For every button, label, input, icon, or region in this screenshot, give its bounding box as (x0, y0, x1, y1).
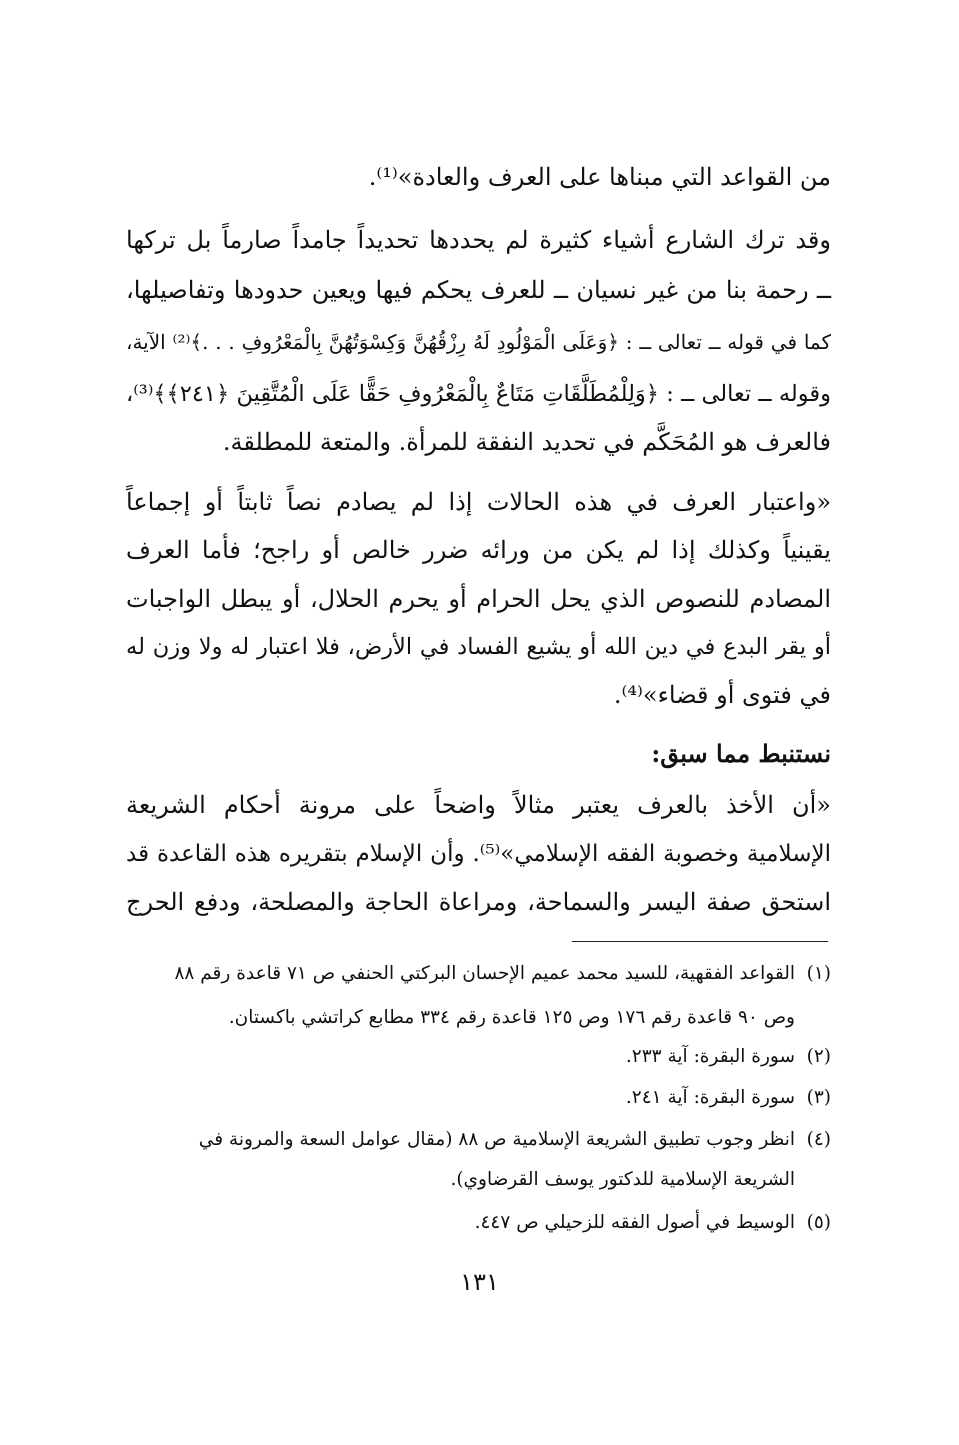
footnote-separator (572, 941, 828, 942)
body-line: الإسلامية وخصوبة الفقه الإسلامي»⁽⁵⁾. وأن الإسلام بتقريره هذه القاعدة قد (126, 841, 831, 867)
footnote-text: سورة البقرة: آية ٢٣٣. (625, 1046, 795, 1067)
footnote-number: (٥) (806, 1212, 831, 1233)
footnote-text: القواعد الفقهية، للسيد محمد عميم الإحسان البركتي الحنفي ص ٧١ قاعدة رقم ٨٨ (174, 963, 795, 984)
footnote-text: انظر وجوب تطبيق الشريعة الإسلامية ص ٨٨ (مقال عوامل السعة والمرونة في (198, 1129, 795, 1150)
quote-line: في فتوى أو قضاء»⁽⁴⁾. (613, 681, 831, 709)
footnote-number: (٢) (806, 1046, 831, 1067)
quote-line: أو يقر البدع في دين الله أو يشيع الفساد في الأرض، فلا اعتبار له ولا وزن له (126, 634, 831, 660)
footnote-text: الوسيط في أصول الفقه للزحيلي ص ٤٤٧. (474, 1212, 795, 1233)
body-line: وقد ترك الشارع أشياء كثيرة لم يحددها تحديداً جامداً صارماً بل تركها (126, 226, 831, 254)
footnote-3 (126, 1084, 831, 1112)
quran-verse-line: كما في قوله ــ تعالى ــ : ﴿وَعَلَى الْمَوْلُودِ لَهُ رِزْقُهُنَّ وَكِسْوَتُهُنَّ بِالْمَعْرُوفِ . . .﴾⁽²⁾ الآية، (126, 330, 831, 354)
footnote-4-continuation: الشريعة الإسلامية للدكتور يوسف القرضاوي). (450, 1169, 795, 1190)
footnote-2 (126, 1043, 831, 1071)
body-line: ــ رحمة بنا من غير نسيان ــ للعرف يحكم فيها ويعين حدودها وتفاصيلها، (126, 276, 831, 304)
footnote-1 (126, 960, 831, 988)
section-heading: نستنبط مما سبق: (651, 739, 831, 768)
footnote-number: (١) (806, 963, 831, 984)
page-number: ١٣١ (460, 1268, 499, 1296)
footnote-5 (126, 1209, 831, 1237)
quran-verse-line: وقوله ــ تعالى ــ : ﴿وَلِلْمُطَلَّقَاتِ مَتَاعٌ بِالْمَعْرُوفِ حَقًّا عَلَى الْمُتَّقِينَ ﴿٢٤١﴾﴾⁽³⁾، (126, 381, 831, 407)
quote-line: «واعتبار العرف في هذه الحالات إذا لم يصادم نصاً ثابتاً أو إجماعاً (126, 488, 831, 516)
body-line: من القواعد التي مبناها على العرف والعادة»⁽¹⁾. (368, 163, 831, 191)
footnote-number: (٤) (806, 1129, 831, 1150)
footnote-1-continuation: وص ٩٠ قاعدة رقم ١٧٦ وص ١٢٥ قاعدة رقم ٣٣٤ مطابع كراتشي باكستان. (228, 1007, 795, 1028)
footnote-text: سورة البقرة: آية ٢٤١. (625, 1087, 795, 1108)
body-line: استحق صفة اليسر والسماحة، ومراعاة الحاجة والمصلحة، ودفع الحرج (126, 888, 831, 916)
quote-line: يقينياً وكذلك إذا لم يكن من ورائه ضرر خالص أو راجح؛ فأما العرف (126, 536, 831, 564)
body-line: فالعرف هو المُحَكَّم في تحديد النفقة للمرأة. والمتعة للمطلقة. (222, 428, 831, 456)
body-line: «أن الأخذ بالعرف يعتبر مثالاً واضحاً على مرونة أحكام الشريعة (126, 791, 831, 819)
footnote-4 (126, 1126, 831, 1154)
quote-line: المصادم للنصوص الذي يحل الحرام أو يحرم الحلال، أو يبطل الواجبات (126, 585, 831, 613)
footnote-number: (٣) (806, 1087, 831, 1108)
